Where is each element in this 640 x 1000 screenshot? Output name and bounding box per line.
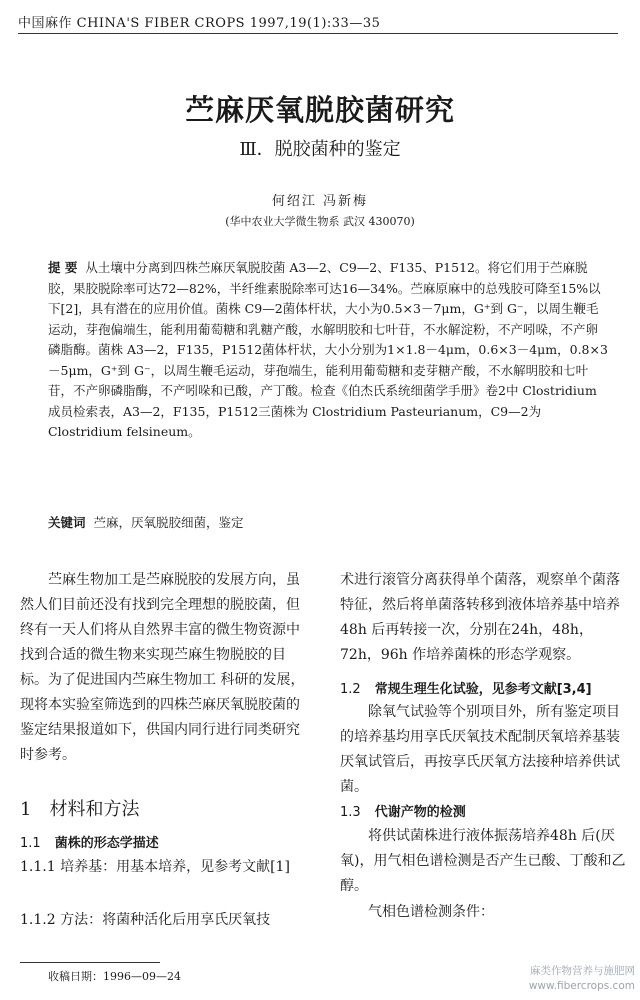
intro-paragraph: 苎麻生物加工是苎麻脱胶的发展方向，虽然人们目前还没有找到完全理想的脱胶菌，但终有一天人们将从自然界丰富的微生物资源中找到合适的微生物来实现苎麻生物脱胶的目标。为了促进国内苎麻生物加工 科研的发展，现将本实验室筛选到的四株苎麻厌氧脱胶菌的鉴定结果报道如下，供国内同行进行同类研究时参考。 bbox=[20, 572, 305, 763]
footnote-divider bbox=[20, 962, 160, 963]
body-column-right bbox=[340, 568, 628, 668]
received-date: 收稿日期：1996—09—24 bbox=[48, 970, 181, 983]
abstract-label: 提 要 bbox=[48, 260, 78, 275]
subsection-number: 1.2 bbox=[340, 682, 361, 697]
body-column-left bbox=[20, 568, 305, 768]
watermark bbox=[470, 964, 635, 994]
watermark-line-1: 麻类作物营养与施肥网 bbox=[530, 965, 635, 977]
abstract bbox=[48, 258, 608, 443]
subsection-title: 菌株的形态学描述 bbox=[54, 836, 159, 851]
subsection-title: 代谢产物的检测 bbox=[374, 805, 466, 820]
keywords-text: 苎麻，厌氧脱胶细菌，鉴定 bbox=[93, 515, 244, 530]
watermark-line-2: www.fibercrops.com bbox=[528, 980, 635, 992]
subsection-heading-1-1 bbox=[20, 832, 159, 851]
keywords bbox=[48, 513, 608, 531]
authors: 何绍江 冯新梅 bbox=[271, 194, 369, 209]
method-continued-paragraph: 术进行滚管分离获得单个菌落，观察单个菌落特征，然后将单菌落转移到液体培养基中培养48h 后再转接一次，分别在24h，48h，72h，96h 作培养菌株的形态学观察。 bbox=[340, 572, 620, 663]
header-divider bbox=[18, 33, 618, 34]
paragraph-1-3: 将供试菌株进行液体振荡培养48h 后(厌氧)，用气相色谱检测是否产生已酸、丁酸和乙醇。 bbox=[340, 828, 626, 894]
section-title: 材料和方法 bbox=[49, 799, 140, 820]
subsection-title: 常规生理生化试验，见参考文献[3,4] bbox=[374, 682, 592, 697]
keywords-label: 关键词 bbox=[48, 515, 86, 530]
article-title: 苎麻厌氧脱胶菌研究 bbox=[184, 93, 455, 127]
paragraph-1-1-2: 1.1.2 方法：将菌种活化后用享氏厌氧技 bbox=[20, 912, 271, 928]
article-subtitle: Ⅲ．脱胶菌种的鉴定 bbox=[239, 139, 401, 160]
paragraph-1-2: 除氧气试验等个别项目外，所有鉴定项目的培养基均用享氏厌氧技术配制厌氧培养基装厌氧试管后，再按享氏厌氧方法接种培养供试菌。 bbox=[340, 704, 620, 795]
section-number: 1 bbox=[20, 799, 32, 820]
journal-header: 中国麻作 CHINA'S FIBER CROPS 1997,19(1):33—35 bbox=[18, 16, 381, 31]
subsection-heading-1-3 bbox=[340, 801, 466, 820]
abstract-text: 从土壤中分离到四株苎麻厌氧脱胶菌 A3—2、C9—2、F135、P1512。将它们用于苎麻脱胶，果胶脱除率可达72—82%，半纤维素脱除率可达16—34%。苎麻原麻中的总残胶可降至15%以下[2]，具有潜在的应用价值。菌株 C9—2菌体杆状，大小为0.5×3－7μm，G⁺到 G⁻，以周生鞭毛运动，芽孢偏端生，能利用葡萄糖和乳糖产酸，水解明胶和七叶苷，不水解淀粉，不产吲哚，不产卵磷脂酶。菌株 A3—2，F135，P1512菌体杆状，大小分别为1×1.8－4μm，0.6×3－4μm，0.8×3－5μm，G⁺到 G⁻，以周生鞭毛运动，芽孢端生，能利用葡萄糖和麦芽糖产酸，不水解明胶和七叶苷，不产卵磷脂酶，不产吲哚和已酸，产丁酸。检查《伯杰氏系统细菌学手册》卷2中 Clostridium 成员检索表，A3—2，F135，P1512三菌株为 Clostridium Pasteurianum，C9—2为 Clostridium felsineum。 bbox=[48, 260, 608, 439]
affiliation: (华中农业大学微生物系 武汉 430070) bbox=[225, 215, 415, 228]
subsection-heading-1-2 bbox=[340, 678, 592, 697]
paragraph-1-1-1: 1.1.1 培养基：用基本培养，见参考文献[1] bbox=[20, 859, 290, 875]
section-heading bbox=[20, 795, 139, 821]
subsection-number: 1.1 bbox=[20, 836, 41, 851]
subsection-number: 1.3 bbox=[340, 805, 361, 820]
gc-conditions-paragraph: 气相色谱检测条件： bbox=[368, 904, 494, 920]
